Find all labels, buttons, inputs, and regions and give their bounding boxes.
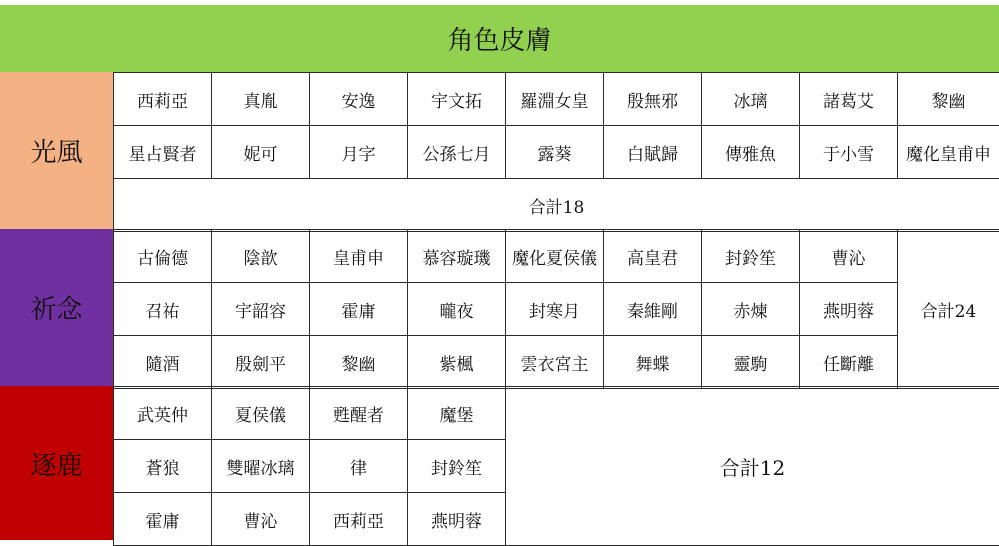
skin-cell: 封鈴笙 [702, 230, 800, 283]
skin-cell: 妮可 [212, 126, 310, 179]
skin-cell: 曨夜 [408, 283, 506, 336]
skin-cell: 封寒月 [506, 283, 604, 336]
skin-cell: 赤煉 [702, 283, 800, 336]
group-label-guangfeng: 光風 [0, 72, 113, 229]
skin-cell: 武英仲 [114, 387, 212, 440]
skin-cell: 雙曜冰璃 [212, 440, 310, 493]
skin-cell: 曹沁 [800, 230, 898, 283]
skin-cell: 魔化皇甫申 [898, 126, 999, 179]
table-row [114, 126, 999, 179]
skin-cell: 紫楓 [408, 336, 506, 389]
table-row [114, 73, 999, 126]
skin-cell: 燕明蓉 [800, 283, 898, 336]
skin-cell: 安逸 [310, 73, 408, 126]
skin-cell: 秦維剛 [604, 283, 702, 336]
group-table-guangfeng [113, 72, 999, 232]
sheet-title: 角色皮膚 [0, 5, 999, 72]
skin-cell: 西莉亞 [310, 493, 408, 546]
skin-cell: 曹沁 [212, 493, 310, 546]
skin-cell: 殷劍平 [212, 336, 310, 389]
skin-cell: 冰璃 [702, 73, 800, 126]
skin-cell: 召祐 [114, 283, 212, 336]
skin-cell: 封鈴笙 [408, 440, 506, 493]
table-row [114, 336, 999, 389]
group-total: 合計18 [114, 179, 999, 232]
skin-cell: 甦醒者 [310, 387, 408, 440]
skin-cell: 隨酒 [114, 336, 212, 389]
skin-cell: 西莉亞 [114, 73, 212, 126]
skin-cell: 公孫七月 [408, 126, 506, 179]
skin-cell: 魔堡 [408, 387, 506, 440]
skin-cell: 宇韶容 [212, 283, 310, 336]
group-total: 合計12 [506, 387, 999, 546]
skin-cell: 月字 [310, 126, 408, 179]
skin-cell: 黎幽 [898, 73, 999, 126]
skin-cell: 燕明蓉 [408, 493, 506, 546]
group-label-qinian: 祈念 [0, 229, 113, 386]
skin-cell: 古倫德 [114, 230, 212, 283]
group-label-zhulu: 逐鹿 [0, 386, 113, 540]
skin-cell: 真胤 [212, 73, 310, 126]
skin-cell: 羅淵女皇 [506, 73, 604, 126]
skin-cell: 白賦歸 [604, 126, 702, 179]
skin-cell: 蒼狼 [114, 440, 212, 493]
skin-cell: 諸葛艾 [800, 73, 898, 126]
skin-cell: 律 [310, 440, 408, 493]
skin-cell: 于小雪 [800, 126, 898, 179]
skin-cell: 高皇君 [604, 230, 702, 283]
skin-cell: 慕容璇璣 [408, 230, 506, 283]
skin-cell: 殷無邪 [604, 73, 702, 126]
skin-cell: 陰歆 [212, 230, 310, 283]
skin-cell: 星占賢者 [114, 126, 212, 179]
skin-cell: 夏侯儀 [212, 387, 310, 440]
table-row [114, 283, 999, 336]
skin-cell: 魔化夏侯儀 [506, 230, 604, 283]
skin-cell: 傳雅魚 [702, 126, 800, 179]
table-row [114, 230, 999, 283]
skin-cell: 任斷離 [800, 336, 898, 389]
group-table-zhulu [113, 386, 999, 546]
skin-cell: 舞蝶 [604, 336, 702, 389]
skin-cell: 雲衣宮主 [506, 336, 604, 389]
skin-cell: 露葵 [506, 126, 604, 179]
skin-cell: 霍庸 [114, 493, 212, 546]
skin-cell: 黎幽 [310, 336, 408, 389]
group-table-qinian [113, 229, 999, 389]
skin-cell: 皇甫申 [310, 230, 408, 283]
table-row [114, 179, 999, 232]
group-total: 合計24 [898, 230, 999, 389]
skin-cell: 靈駒 [702, 336, 800, 389]
skin-cell: 宇文拓 [408, 73, 506, 126]
skin-cell: 霍庸 [310, 283, 408, 336]
table-row [114, 387, 999, 440]
